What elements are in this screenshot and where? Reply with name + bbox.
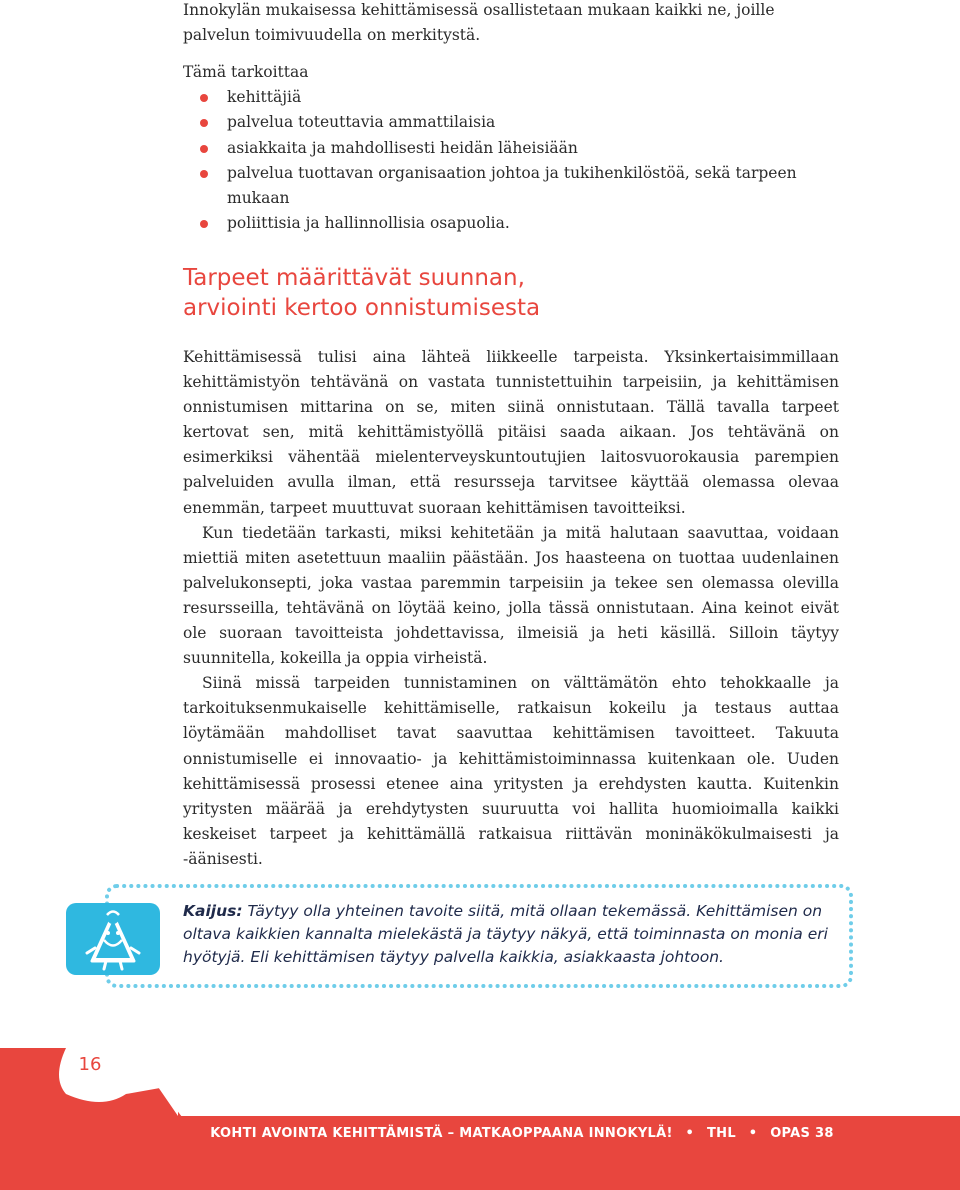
lead-line: Tämä tarkoittaa (183, 63, 309, 81)
section-heading-line1: Tarpeet määrittävät suunnan, (183, 265, 525, 291)
bullet-dot-icon (200, 119, 208, 127)
footer-publisher: THL (706, 1126, 736, 1141)
list-item: palvelua toteuttavia ammattilaisia (183, 110, 823, 135)
callout-text: Täytyy olla yhteinen tavoite siitä, mitä ollaan tekemässä. Kehittämisen on oltava kaikkien kannalta mielekästä ja täytyy näkyä, että toiminnasta on monia eri hyötyjä. Eli kehittämisen täytyy palvella kaikkia, asiakkaasta johtoon. (183, 902, 828, 966)
list-item: asiakkaita ja mahdollisesti heidän läheisiään (183, 136, 823, 161)
intro-paragraph: Innokylän mukaisessa kehittämisessä osallistetaan mukaan kaikki ne, joille palvelun toimivuudella on merkitystä. (183, 1, 775, 45)
section-heading (183, 263, 783, 323)
footer-title: KOHTI AVOINTA KEHITTÄMISTÄ – MATKAOPPAANA INNOKYLÄ! (210, 1126, 673, 1141)
list-item: palvelua tuottavan organisaation johtoa ja tukihenkilöstöä, sekä tarpeen mukaan (183, 161, 823, 212)
footer-separator: • (748, 1126, 758, 1141)
list-item: kehittäjiä (183, 85, 823, 110)
bullet-dot-icon (200, 94, 208, 102)
body-paragraph: Siinä missä tarpeiden tunnistaminen on välttämätön ehto tehokkaalle ja tarkoituksenmukaiselle kehittämiselle, ratkaisun kokeilu ja testaus auttaa löytämään mahdolliset tavat saavuttaa kehittämisen tavoitteet. Takuuta onnistumiselle ei innovaatio- ja kehittämistoiminnassa kuitenkaan ole. Uuden kehittämisessä prosessi etenee aina yritysten ja erehdysten kautta. Kuitenkin yritysten määrää ja erehdytysten suuruutta voi hallita huomioimalla kaikki keskeiset tarpeet ja kehittämällä ratkaisua riittävän moninäkökulmaisesti ja -äänisesti. (183, 674, 839, 868)
bullet-list (183, 85, 823, 237)
callout-quote (183, 900, 833, 969)
callout-speaker: Kaijus: (183, 902, 243, 920)
bullet-dot-icon (200, 220, 208, 228)
page-number: 16 (78, 1054, 102, 1075)
kaijus-mascot-icon (66, 903, 160, 975)
footer-series: OPAS 38 (770, 1126, 834, 1141)
body-text (183, 345, 839, 872)
bullet-dot-icon (200, 145, 208, 153)
footer-band (0, 1048, 960, 1190)
footer-title-bar (182, 1126, 862, 1141)
body-paragraph: Kun tiedetään tarkasti, miksi kehitetään ja mitä halutaan saavuttaa, voidaan miettiä miten asetettuun maaliin päästään. Jos haasteena on tuottaa uudenlainen palvelukonsepti, joka vastaa paremmin tarpeisiin ja tekee sen olemassa olevilla resursseilla, tehtävänä on löytää keino, jolla tässä onnistutaan. Aina keinot eivät ole suoraan tavoitteista johdettavissa, ilmeisiä ja heti käsillä. Silloin täytyy suunnitella, kokeilla ja oppia virheistä. (183, 523, 839, 668)
section-heading-line2: arviointi kertoo onnistumisesta (183, 295, 541, 321)
list-item: poliittisia ja hallinnollisia osapuolia. (183, 211, 823, 236)
bullet-dot-icon (200, 170, 208, 178)
footer-separator: • (685, 1126, 695, 1141)
body-paragraph: Kehittämisessä tulisi aina lähteä liikkeelle tarpeista. Yksinkertaisimmillaan kehittämistyön tehtävänä on vastata tunnistettuihin tarpeisiin, ja kehittämisen onnistumisen mittarina on se, miten siinä onnistutaan. Tällä tavalla tarpeet kertovat sen, mitä kehittämistyöllä pitäisi saada aikaan. Jos tehtävänä on esimerkiksi vähentää mielenterveyskuntoutujien laitosvuorokausia parempien palveluiden avulla ilman, että resursseja tarvitsee käyttää olemassa olevaa enemmän, tarpeet muuttuvat suoraan kehittämisen tavoitteiksi. (183, 348, 839, 517)
